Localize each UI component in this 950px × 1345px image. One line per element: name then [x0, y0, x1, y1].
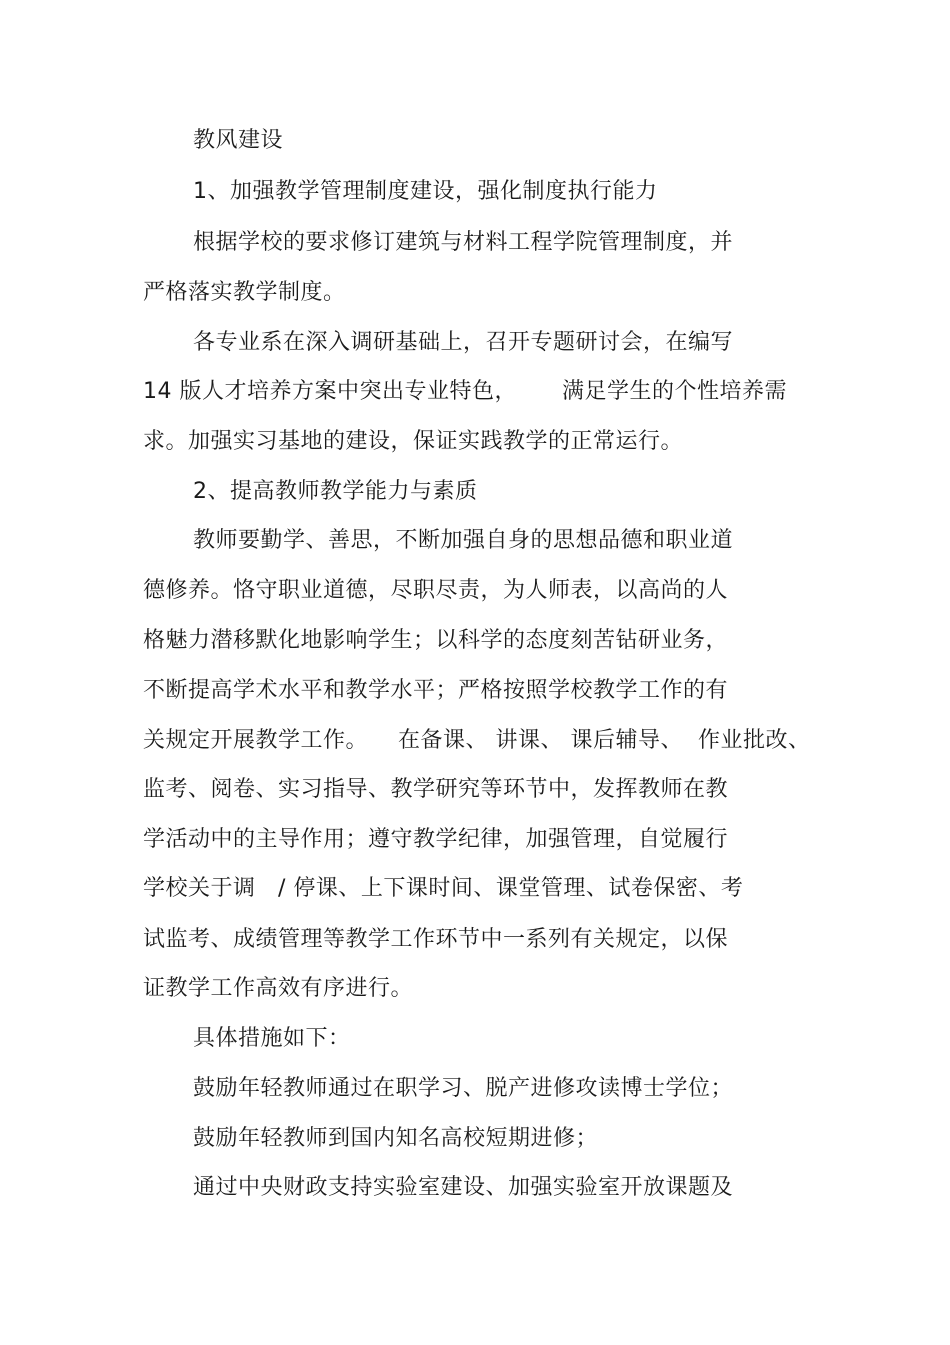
list-item: 通过中央财政支持实验室建设、加强实验室开放课题及	[193, 1175, 734, 1200]
paragraph-line: 根据学校的要求修订建筑与材料工程学院管理制度，并	[193, 230, 734, 255]
list-item: 鼓励年轻教师到国内知名高校短期进修；	[193, 1126, 599, 1151]
paragraph-line: 格魅力潜移默化地影响学生；以科学的态度刻苦钻研业务，	[143, 628, 729, 653]
subheading-1: 1、加强教学管理制度建设，强化制度执行能力	[193, 179, 658, 204]
subheading-2: 2、提高教师教学能力与素质	[193, 479, 478, 504]
paragraph-line: 监考、阅卷、实习指导、教学研究等环节中，发挥教师在教	[143, 777, 729, 802]
paragraph-line: 关规定开展教学工作。 在备课、 讲课、 课后辅导、 作业批改、	[143, 728, 811, 753]
paragraph-line: 不断提高学术水平和教学水平；严格按照学校教学工作的有	[143, 678, 729, 703]
list-item: 鼓励年轻教师通过在职学习、脱产进修攻读博士学位；	[193, 1076, 734, 1101]
paragraph-line: 证教学工作高效有序进行。	[143, 976, 414, 1001]
section-heading: 教风建设	[193, 128, 284, 153]
paragraph-line: 德修养。恪守职业道德，尽职尽责，为人师表，以高尚的人	[143, 578, 729, 603]
paragraph-line: 14 版人才培养方案中突出专业特色， 满足学生的个性培养需	[143, 379, 787, 404]
paragraph-line: 各专业系在深入调研基础上，召开专题研讨会，在编写	[193, 330, 734, 355]
paragraph-line: 试监考、成绩管理等教学工作环节中一系列有关规定，以保	[143, 927, 729, 952]
paragraph-line: 学活动中的主导作用；遵守教学纪律，加强管理，自觉履行	[143, 827, 729, 852]
paragraph-line: 具体措施如下：	[193, 1026, 351, 1051]
paragraph-line: 学校关于调 / 停课、上下课时间、课堂管理、试卷保密、考	[143, 876, 744, 901]
paragraph-line: 求。加强实习基地的建设，保证实践教学的正常运行。	[143, 429, 684, 454]
paragraph-line: 严格落实教学制度。	[143, 280, 346, 305]
paragraph-line: 教师要勤学、善思，不断加强自身的思想品德和职业道	[193, 528, 734, 553]
